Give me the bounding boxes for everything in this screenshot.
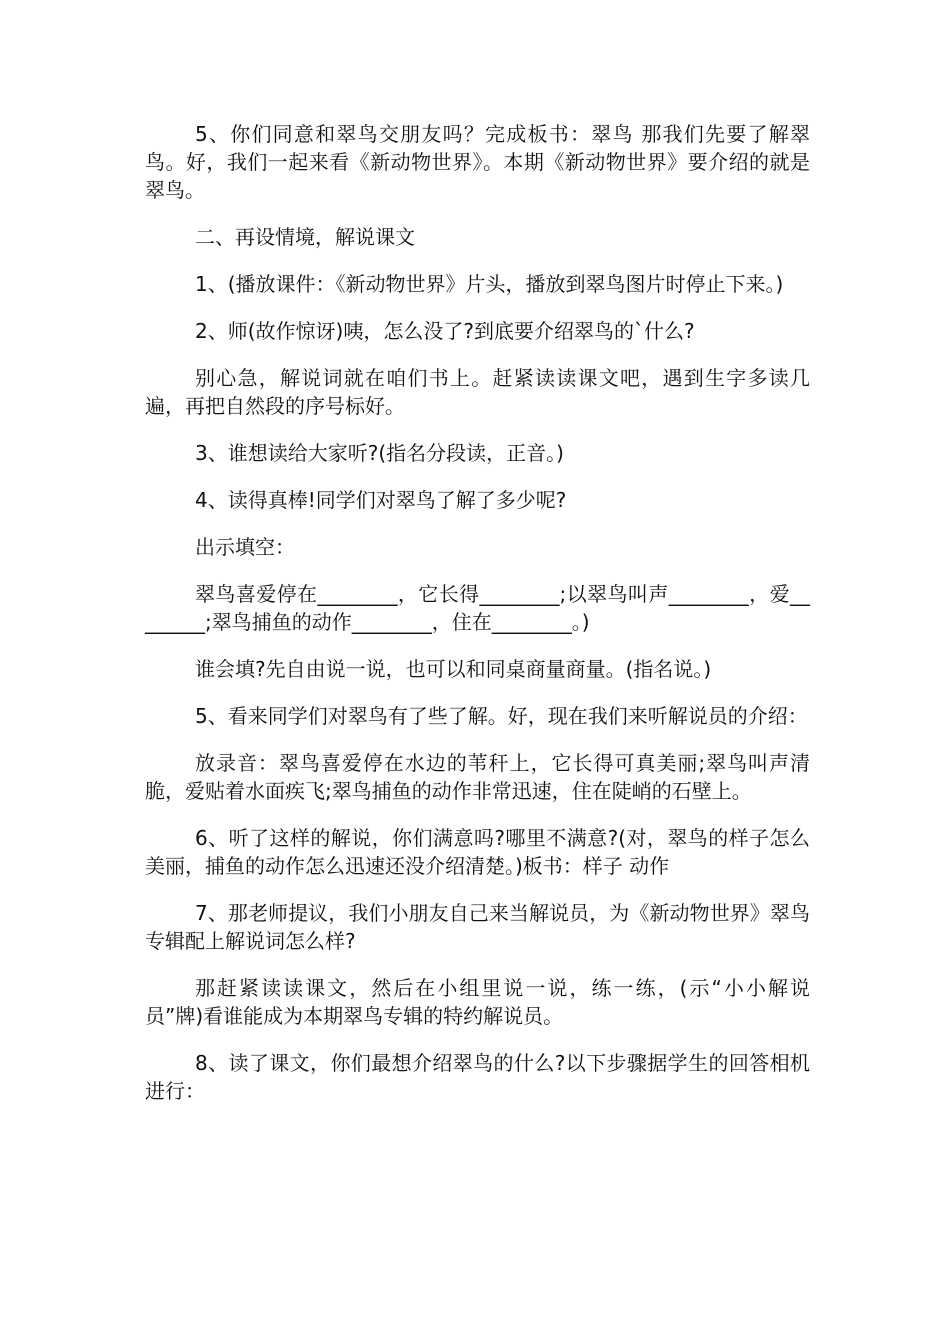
paragraph-10: 谁会填?先自由说一说，也可以和同桌商量商量。(指名说。): [195, 657, 712, 681]
document-page: [145, 120, 810, 1124]
fill-in-blank-paragraph: 翠鸟喜爱停在________，它长得________;以翠鸟叫声________，爱________;翠鸟捕鱼的动作________，住在________。): [145, 582, 810, 634]
paragraph-4: 2、师(故作惊讶)咦，怎么没了?到底要介绍翠鸟的`什么?: [195, 319, 695, 343]
paragraph-3: 1、(播放课件：《新动物世界》片头，播放到翠鸟图片时停止下来。): [195, 272, 784, 296]
paragraph-14: 7、那老师提议，我们小朋友自己来当解说员，为《新动物世界》翠鸟专辑配上解说词怎么样?: [145, 901, 810, 953]
paragraph-6: 3、谁想读给大家听?(指名分段读，正音。): [195, 441, 564, 465]
section-heading: 二、再设情境，解说课文: [195, 225, 415, 249]
paragraph-16: 8、读了课文，你们最想介绍翠鸟的什么?以下步骤据学生的回答相机进行：: [145, 1051, 810, 1103]
paragraph-8: 出示填空：: [195, 535, 295, 559]
paragraph-11: 5、看来同学们对翠鸟有了些了解。好，现在我们来听解说员的介绍：: [195, 704, 808, 728]
paragraph-13: 6、听了这样的解说，你们满意吗?哪里不满意?(对，翠鸟的样子怎么美丽，捕鱼的动作怎么迅速还没介绍清楚。)板书：样子 动作: [145, 826, 810, 878]
paragraph-7: 4、读得真棒!同学们对翠鸟了解了多少呢?: [195, 488, 567, 512]
paragraph-15: 那赶紧读读课文，然后在小组里说一说，练一练，(示“小小解说员”牌)看谁能成为本期翠鸟专辑的特约解说员。: [145, 976, 810, 1028]
paragraph-1: 5、你们同意和翠鸟交朋友吗？完成板书：翠鸟 那我们先要了解翠鸟。好，我们一起来看《新动物世界》。本期《新动物世界》要介绍的就是翠鸟。: [145, 122, 810, 202]
paragraph-12: 放录音：翠鸟喜爱停在水边的苇秆上，它长得可真美丽;翠鸟叫声清脆，爱贴着水面疾飞;翠鸟捕鱼的动作非常迅速，住在陡峭的石壁上。: [145, 751, 810, 803]
paragraph-5: 别心急，解说词就在咱们书上。赶紧读读课文吧，遇到生字多读几遍，再把自然段的序号标好。: [145, 366, 810, 418]
